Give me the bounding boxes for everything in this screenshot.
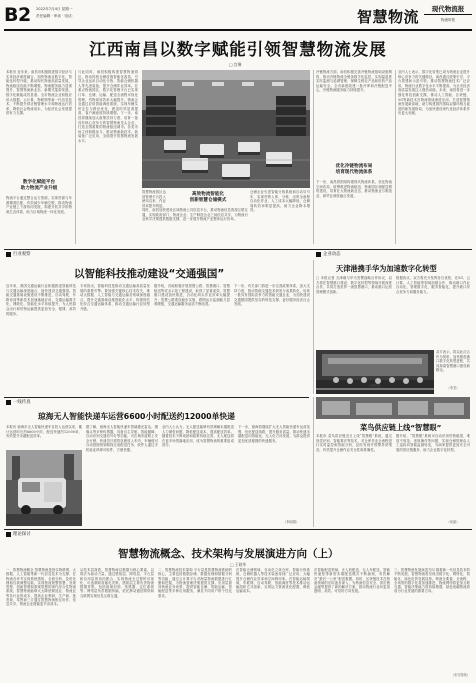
lead-text-col5: 业内人士表示，数字化转型已成为物流企业提升核心竞争力的关键路径。南昌通过政策引导、平台搭建和示范引领，推动智慧物流技术广泛应用，物流行业数字化水平不断提高，为全市经济高质量发展注入强劲动能。未来，南昌将进一步强化科技创新支撑，推动人工智能、区块链、5G等新技术在物流领域深度应用，打造智慧物流发展新高地，助力构建国内国际双循环相互促进的新发展格局，为加快建设现代化经济体系作出更大贡献。	[398, 70, 470, 116]
lead-subhead-2: 高效物流智能化 创新智慧仓储模式	[189, 192, 227, 203]
industry-text-col1: 近年来，我国交通运输行业积极推进智能科技与交通运输深度融合，加快建设交通强国。智能交通基础设施建设不断推进，自动驾驶、车路协同等新技术加速落地应用，交通运输数字化、网联化、智能化水平持续提升，为人民群众出行和货物运输提供更加安全、便捷、高效的服务。	[6, 284, 76, 316]
theory-text-col5: 在智能配送领域，无人机配送、无人车配送、智能快递柜等新型末端配送模式不断涌现，有效解决“最后一公里”配送难题。同时，区块链技术在物流领域的应用逐步深入，为物流信息安全、供应链金融等提供了新的解决方案，推动物流行业向更加透明、高效、可信的方向发展。	[314, 568, 390, 594]
enterprise-headline: 天津港携手华为加速数字化转型	[336, 264, 437, 273]
industry-text-col4: 下一步，有关部门将进一步完善政策体系，加大支持力度，推动智能交通技术研发与成果转化，培育一批具有国际竞争力的智能交通企业，为加快建设交通强国提供坚实的科技支撑，更好服务经济社会发展。	[234, 284, 310, 307]
enterprise-photo-caption: （刘海燕）	[367, 384, 383, 388]
industry-text-col2: 专家指出，智能科技是推动交通运输高质量发展的重要引擎。要加强关键核心技术攻关，推动大数据、人工智能与交通运输各领域深度融合，提升交通基础设施智能化水平，构建现代化综合交通运输体系，推动交通运输行业转型升级。	[80, 284, 150, 311]
lead-headline: 江西南昌以数字赋能引领智慧物流发展	[89, 40, 387, 59]
brand-meta: 物流时报	[441, 18, 455, 22]
lead-text-col1b: 物流平台通过整合运力资源，实现货源与车源精准匹配，有效减少车辆空驶，推动物流产业链上下游协同发展，构建开放共享的物流生态体系，助力区域物流一体化发展。	[6, 196, 72, 214]
square-bullet-icon	[6, 252, 11, 257]
cainiao-headline: 菜鸟供应链上线“智慧眼”	[360, 423, 442, 432]
frontline-caption: （李丽娟）	[283, 520, 299, 524]
cainiao-caption: （何丽）	[446, 520, 460, 524]
frontline-headline: 琼海无人智能快递车运营6600小时配送约12000单快递	[38, 412, 235, 421]
lead-byline: □ 宫琳	[229, 62, 242, 67]
frontline-text-lead: 本报讯 琼海市无人智能快递车自投入运营以来，累计运营时长约6600小时，配送快递约12000单，有效提升末端配送效率。	[6, 425, 82, 439]
square-bullet-icon	[316, 252, 321, 257]
lead-text-col4b: 下一步，南昌将围绕构建现代物流体系，优化物流空间布局，统筹推进物流枢纽、物流园区和配送网络建设，培育壮大物流新业态，推动物流业与制造业、商贸业深度融合发展。	[316, 180, 392, 198]
industry-headline: 以智能科技推动建设“交通强国”	[74, 268, 225, 280]
square-bullet-icon	[6, 532, 11, 537]
frontline-text-col2: 据了解，琼海无人智能快递车搭载激光雷达、摄像头等多种传感器，具备自主导航、智能避障、自动识别交通信号灯等功能，可在城市道路上安全行驶。快递员只需将包裹放入车内，车辆便可自动按照规划路线完成配送任务，收件人通过手机验证码即可取件，方便快捷。	[86, 425, 158, 452]
lead-text-col3c: 同时，南昌加快建设区域物流公共信息平台，推动物流信息资源互联互通，实现政府部门、物流企业、生产制造企业之间信息共享，为物流行业科学决策提供数据支撑，进一步提升物流产业整体运行效率。	[142, 208, 248, 222]
cainiao-image	[316, 397, 470, 419]
enterprise-caption-2: （李龙）	[446, 386, 460, 390]
lead-subhead-3: 优化冷链物流布局 培育现代物流体系	[335, 164, 373, 175]
cainiao-photo-strip	[316, 397, 470, 419]
delivery-vehicle-image	[6, 450, 82, 526]
theory-text-col1: 一、智慧物流概念 智慧物流是指以物联网、大数据、人工智能等新一代信息技术为支撑，在物流各环节实现系统感知、全面分析、及时处理和自我调整功能，实现物流规整智慧、发现智慧、创新智慧和系统智慧的现代综合性物流系统。智慧物流能够大大降低制造业、物流业等各行业的成本，提高企业利润，生产商、批发商、零售商三方通过智慧物流相互协作，信息共享，物流企业便能更节省成本。	[6, 568, 76, 607]
square-bullet-icon	[6, 400, 11, 405]
theory-headline: 智慧物流概念、技术架构与发展演进方向（上）	[118, 548, 339, 560]
lead-subhead-1: 数字化赋能平台 助力物流产业升级	[20, 180, 58, 191]
editor-info: 责任编辑 · 审读 · 电话：	[36, 14, 76, 18]
enterprise-text-col3: 双方表示，将以此次合作为契机，加快推进港口数字化转型进程，共同探索智慧港口建设新路径。	[436, 350, 470, 373]
label-theory: 理论探讨	[6, 531, 31, 537]
header-rule	[4, 29, 472, 31]
lead-text-col2: 与此同时，南昌积极构建智慧物流园区，推动传统仓储设施智能化改造，引导企业运用自动化分拣、智能仓储机器人等先进装备，提升仓储作业效率。在重点物流园区，数字化管理平台已实现订单、仓储、运输、配送全流程可视化管理，货物周转效率大幅提升。物流企业通过应用智能调度系统，实现车辆实时定位与路径优化，配送时效显著提高，客户满意度持续增强。下一步，南昌将继续加大政策扶持力度，培育一批具有核心竞争力的智慧物流龙头企业，打造全国重要的物流枢纽城市。各类市场主体积极参与，推动物流新技术、新装备广泛应用，全面提升智慧物流发展水平。	[78, 70, 138, 143]
industry-text-col3: 据介绍，各地积极开展智慧公路、智慧港口、智慧枢纽等试点示范工程建设，取得了显著成效。智慧港口建设加快推进，自动化码头作业效率大幅提升；智慧公路建设稳步实施，路网运行监测能力显著增强，交通运输服务品质不断改善。	[154, 284, 230, 307]
theory-to-be-continued: （未完待续）	[450, 673, 470, 677]
theory-text-col3: 二、智慧物流技术架构 平台层是智慧物流系统的核心，主要包括数据存储、数据处理和数据分析等功能，通过云计算平台对海量物流数据进行汇聚和挖掘，为物流管理决策提供支撑。应用层面向物流业务场景，提供智能仓储、智能运输、智能配送等多种应用服务，满足不同用户的个性化需求。	[158, 568, 232, 598]
theory-text-col4: 在智能仓储领域，自动化立体仓库、智能分拣系统、仓储机器人等技术装备得到广泛应用，大幅提升仓储作业效率和空间利用率。在智能运输领域，车联网、自动驾驶、智能调度等技术推动运输组织方式创新，实现运力资源优化配置，降低运输成本。	[236, 568, 310, 594]
lead-text-col1: 本报讯 近年来，南昌市积极推进数字经济与实体经济深度融合，加快物流业数字化、智能化转型升级，推动现代物流高质量发展，物流枢纽功能不断增强，物流服务能力显著提升，智慧物流新业态、新模式蓬勃发展，数字化赋能成效显著。全市物流企业积极应用大数据、云计算、物联网等新一代信息技术，不断提升供应链管理水平和物流运行效率，降低社会物流成本，为经济社会发展提供有力支撑。	[6, 70, 72, 116]
theory-text-col2: 从技术层面看，智慧物流以数据为核心要素，以算法为驱动力量，通过感知层、网络层、平台层和应用层的协同配合，实现物流全过程的可视化、可追溯和智能化决策。感知层主要负责物流数据采集，包括射频识别、传感器、定位系统等；网络层负责数据传输，依托移动通信网络和互联网实现信息互联互通。	[80, 568, 154, 598]
frontline-text-col3: 业内人士认为，无人配送能够有效缓解末端配送人力紧张问题，降低配送成本，提高配送效率。随着技术不断成熟和政策持续完善，无人配送将在更多场景落地应用，成为智慧物流的重要组成部分。	[162, 425, 234, 448]
lead-text-col3b: 仓储企业引进智能分拣系统和自动导引车，实现货物入库、分拣、出库全流程自动化作业，人工成本大幅降低，仓储周转效率明显提高，助力企业降本增效。	[250, 190, 310, 213]
issue-date: 2022年7月4日 星期一	[36, 7, 73, 11]
cainiao-text-col1: 本报讯 菜鸟供应链近日上线“智慧眼”系统，通过视觉识别、智能算法等技术，对仓库作业全流程进行实时监控和智能分析，及时发现并预警异常情况，有效提升仓储作业安全性和准确性。	[316, 434, 392, 452]
label-enterprise: 企业动态	[316, 251, 341, 257]
theory-byline: □ 王晓华	[230, 562, 247, 567]
warehouse-robots-image	[142, 70, 310, 188]
frontline-photo-delivery-vehicle	[6, 450, 82, 526]
newspaper-brand: 现代物流报	[424, 5, 472, 15]
theory-text-col6: 三、智慧物流发展演进方向 随着新一代信息技术的不断发展，智慧物流将呈现出数字化、网络化、智能化、绿色化的发展趋势。物流全要素、全流程、全场景的数字化将加速推进，物流网络将更加互联互通，智能决策能力将持续增强，绿色低碳物流将成为行业发展的重要方向。	[394, 568, 470, 594]
cainiao-text-col2: 据介绍，“智慧眼”系统可自动识别货物破损、堆放不规范、违规操作等问题，实现仓储管理由人工巡检向智能监测转变，为商家提供更加安全可靠的供应链服务，助力企业数字化转型。	[396, 434, 470, 452]
lead-photo-warehouse	[142, 70, 310, 188]
frontline-text-col4: 下一步，琼海将继续扩大无人智能快递车运营范围，优化配送线路，提升服务质量，推动快递末端配送向智能化、无人化方向发展，为群众提供更加优质便捷的快递服务。	[238, 425, 310, 443]
enterprise-text-col1: □ 本报记者 天津港与华为签署战略合作协议，双方将在智慧港口建设、数字化转型等领域开展深度合作，共同打造世界一流智慧港口，推动港口运营管理模式创新。	[316, 276, 392, 294]
section-title: 智慧物流	[357, 8, 420, 26]
enterprise-text-col2: 根据协议，双方将充分发挥各自优势，在5G、云计算、人工智能等领域加强合作，推动港口作业自动化、管理数字化、服务智能化，提升港口综合竞争力和服务能力。	[396, 276, 470, 294]
label-industry: 行业观察	[6, 251, 31, 257]
label-frontline: 一线传真	[6, 399, 31, 405]
page-number: B2	[4, 4, 31, 26]
lead-text-col4: 冷链物流方面，南昌积极完善冷链物流基础设施网络，推动冷链物流全链条数字化监控，实现温湿度实时监测与追溯管理，保障生鲜农产品和医药产品运输安全。全市新建改建一批冷库和冷链配送中心，冷链物流服务能力持续提升。	[316, 70, 392, 93]
lead-text-col3a: 智慧物流园区运营管理平台投入使用以来，作业效率提升明显。	[142, 190, 166, 208]
